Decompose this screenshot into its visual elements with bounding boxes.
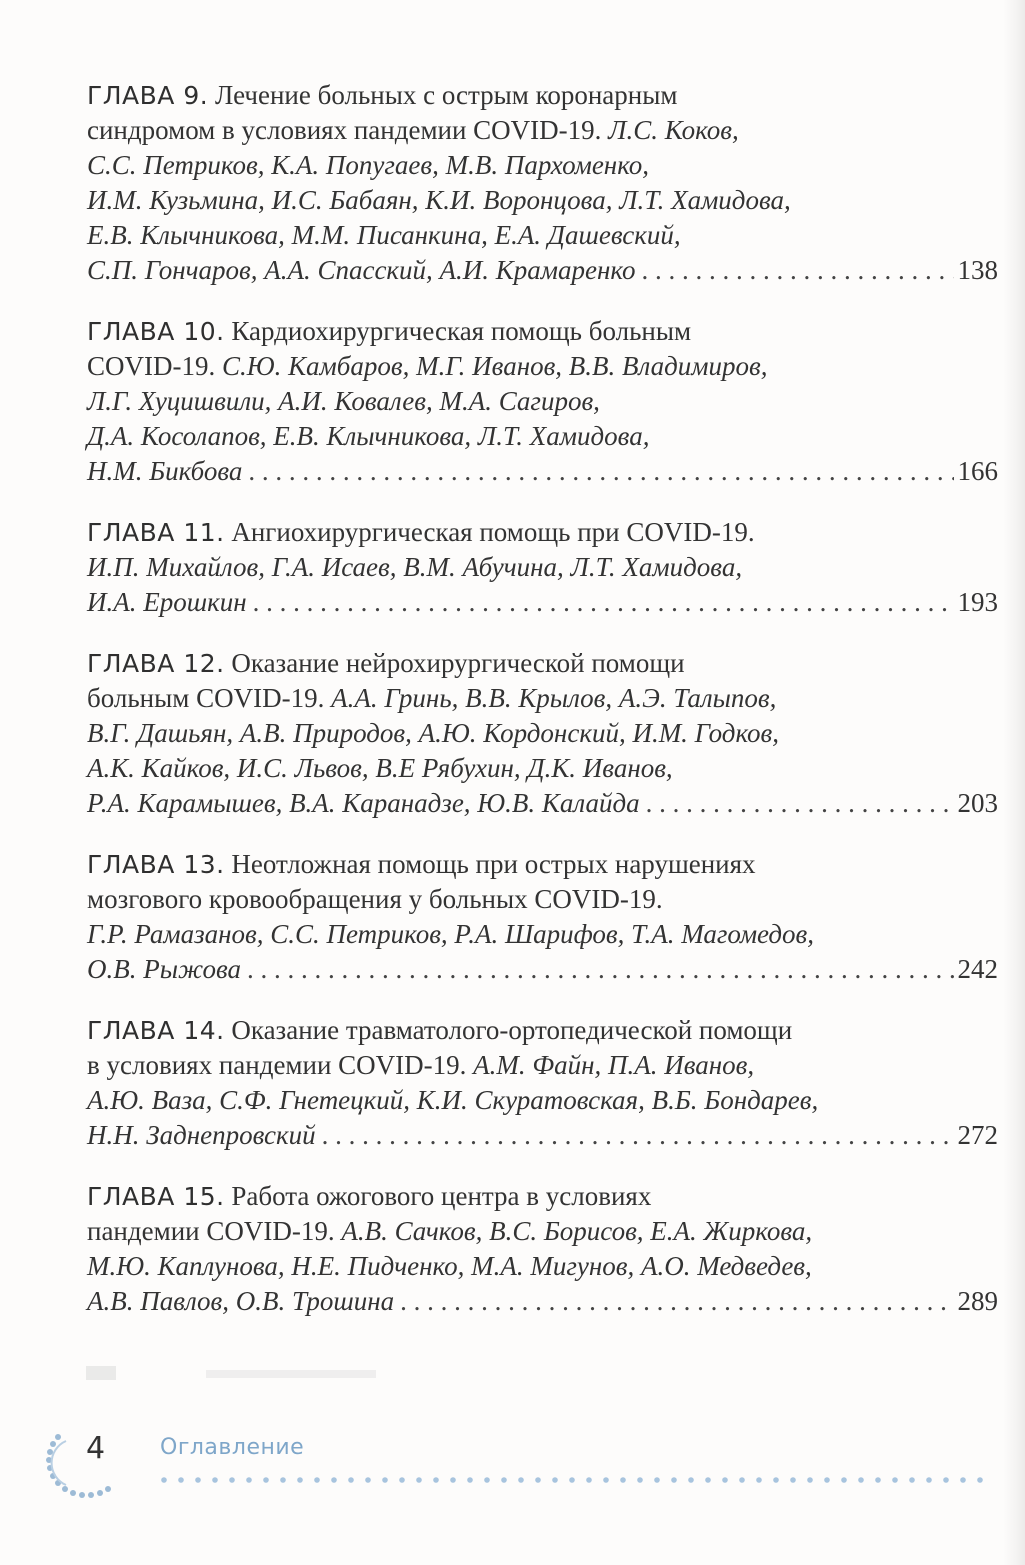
- chapter-label: ГЛАВА 13.: [87, 850, 225, 879]
- footer-dot: [535, 1477, 541, 1483]
- chapter-label: ГЛАВА 11.: [87, 518, 225, 547]
- chapter-authors: Е.В. Клычникова, М.М. Писанкина, Е.А. Дашевский,: [87, 220, 681, 250]
- chapter-authors: И.М. Кузьмина, И.С. Бабаян, К.И. Воронцова, Л.Т. Хамидова,: [87, 185, 791, 215]
- toc-entry-last-line: [87, 253, 998, 288]
- footer-dot: [501, 1477, 507, 1483]
- footer-dot: [161, 1477, 167, 1483]
- chapter-title: Ангиохирургическая помощь при COVID-19.: [231, 517, 755, 547]
- footer-dot: [858, 1477, 864, 1483]
- chapter-authors: И.П. Михайлов, Г.А. Исаев, В.М. Абучина, Л.Т. Хамидова,: [87, 552, 743, 582]
- toc-entry: [78, 1179, 998, 1319]
- chapter-authors: А.В. Сачков, В.С. Борисов, Е.А. Жиркова,: [341, 1216, 813, 1246]
- toc-entry-line: [87, 882, 998, 917]
- chapter-authors: Р.А. Карамышев, В.А. Каранадзе, Ю.В. Калайда: [87, 788, 640, 818]
- footer-dot: [960, 1477, 966, 1483]
- footer-dot: [433, 1477, 439, 1483]
- toc-entry-line: [87, 681, 998, 716]
- chapter-authors: А.Ю. Ваза, С.Ф. Гнетецкий, К.И. Скуратовская, В.Б. Бондарев,: [87, 1085, 819, 1115]
- toc-entry-heading-line: [87, 515, 998, 550]
- toc-page-number: 193: [957, 587, 998, 617]
- chapter-authors: И.А. Ерошкин: [87, 587, 247, 617]
- chapter-title: Кардиохирургическая помощь больным: [231, 316, 692, 346]
- toc-entry-line: [87, 1048, 998, 1083]
- footer-dot: [739, 1477, 745, 1483]
- toc-entry-last-line: [87, 454, 998, 489]
- toc-entry-heading-line: [87, 1013, 998, 1048]
- chapter-authors: М.Ю. Каплунова, Н.Е. Пидченко, М.А. Мигунов, А.О. Медведев,: [87, 1251, 812, 1281]
- chapter-authors: Н.Н. Заднепровский: [87, 1120, 316, 1150]
- footer-dot: [467, 1477, 473, 1483]
- footer-dot: [263, 1477, 269, 1483]
- toc-entry: [78, 646, 998, 821]
- chapter-title: в условиях пандемии COVID-19.: [87, 1050, 467, 1080]
- toc-entry-heading-line: [87, 314, 998, 349]
- toc-entry-last-line: [87, 1118, 998, 1153]
- toc-entry-line: [87, 550, 998, 585]
- chapter-authors: А.К. Кайков, И.С. Львов, В.Е Рябухин, Д.К. Иванов,: [87, 753, 673, 783]
- toc-entry-line: [87, 349, 998, 384]
- dot-leader: [322, 1118, 954, 1153]
- chapter-authors: Д.А. Косолапов, Е.В. Клычникова, Л.Т. Хамидова,: [87, 421, 650, 451]
- faint-bleedthrough-mark: [86, 1362, 386, 1384]
- toc-entry-heading-line: [87, 847, 998, 882]
- toc-entry-heading-line: [87, 1179, 998, 1214]
- dot-leader: [253, 585, 954, 620]
- footer-dot: [586, 1477, 592, 1483]
- toc-entry-line: [87, 716, 998, 751]
- footer-dot: [892, 1477, 898, 1483]
- footer-dot: [416, 1477, 422, 1483]
- chapter-label: ГЛАВА 12.: [87, 649, 225, 678]
- footer-dot: [671, 1477, 677, 1483]
- footer-dot: [841, 1477, 847, 1483]
- chapter-title: Оказание нейрохирургической помощи: [231, 648, 685, 678]
- footer-dot: [365, 1477, 371, 1483]
- dot-leader: [400, 1284, 953, 1319]
- footer-dot: [297, 1477, 303, 1483]
- chapter-label: ГЛАВА 9.: [87, 81, 209, 110]
- footer-dot: [382, 1477, 388, 1483]
- footer-dot: [450, 1477, 456, 1483]
- page-footer: [40, 1425, 1000, 1505]
- chapter-authors: А.М. Файн, П.А. Иванов,: [473, 1050, 755, 1080]
- toc-entry-last-line: [87, 786, 998, 821]
- dot-leader: [248, 454, 953, 489]
- footer-dot: [314, 1477, 320, 1483]
- chapter-authors: Л.С. Коков,: [608, 115, 739, 145]
- chapter-authors: Н.М. Бикбова: [87, 456, 243, 486]
- footer-dot: [484, 1477, 490, 1483]
- dot-leader: [641, 253, 953, 288]
- footer-dot: [926, 1477, 932, 1483]
- toc-entry-last-line: [87, 1284, 998, 1319]
- footer-dot: [518, 1477, 524, 1483]
- toc-entry-line: [87, 1214, 998, 1249]
- toc-entry-heading-line: [87, 78, 998, 113]
- footer-dot: [688, 1477, 694, 1483]
- footer-dot: [943, 1477, 949, 1483]
- chapter-authors: А.В. Павлов, О.В. Трошина: [87, 1286, 395, 1316]
- footer-dot: [229, 1477, 235, 1483]
- chapter-authors: А.А. Гринь, В.В. Крылов, А.Э. Талыпов,: [331, 683, 777, 713]
- toc-page-number: 272: [957, 1120, 998, 1150]
- chapter-title: Оказание травматолого-ортопедической помощи: [231, 1015, 793, 1045]
- footer-dot: [637, 1477, 643, 1483]
- toc-entry-line: [87, 384, 998, 419]
- footer-dot: [875, 1477, 881, 1483]
- chapter-authors: В.Г. Дашьян, А.В. Природов, А.Ю. Кордонский, И.М. Годков,: [87, 718, 780, 748]
- chapter-label: ГЛАВА 10.: [87, 317, 225, 346]
- chapter-title: синдромом в условиях пандемии COVID-19.: [87, 115, 602, 145]
- toc-entry-heading-line: [87, 646, 998, 681]
- footer-dot: [348, 1477, 354, 1483]
- chapter-title: Неотложная помощь при острых нарушениях: [231, 849, 756, 879]
- toc-entry-line: [87, 113, 998, 148]
- footer-dot: [773, 1477, 779, 1483]
- toc-entry-line: [87, 148, 998, 183]
- toc-entry-line: [87, 751, 998, 786]
- footer-dot: [654, 1477, 660, 1483]
- chapter-authors: О.В. Рыжова: [87, 954, 241, 984]
- footer-dot: [909, 1477, 915, 1483]
- chapter-title: пандемии COVID-19.: [87, 1216, 335, 1246]
- chapter-authors: С.П. Гончаров, А.А. Спасский, А.И. Крамаренко: [87, 255, 636, 285]
- chapter-title: Работа ожогового центра в условиях: [231, 1181, 652, 1211]
- dot-leader: [247, 952, 954, 987]
- chapter-label: ГЛАВА 15.: [87, 1182, 225, 1211]
- toc-entry: [78, 314, 998, 489]
- footer-dot: [178, 1477, 184, 1483]
- page-number: 4: [86, 1431, 106, 1466]
- footer-dot: [722, 1477, 728, 1483]
- toc-page-number: 289: [957, 1286, 998, 1316]
- footer-dot: [195, 1477, 201, 1483]
- toc-entry-line: [87, 1083, 998, 1118]
- toc-page-number: 203: [957, 788, 998, 818]
- footer-dot: [331, 1477, 337, 1483]
- toc-entry-line: [87, 419, 998, 454]
- page-fold-shadow: [1003, 0, 1025, 1565]
- footer-dot: [569, 1477, 575, 1483]
- toc-entry: [78, 847, 998, 987]
- footer-dot: [552, 1477, 558, 1483]
- footer-dot: [790, 1477, 796, 1483]
- footer-dot: [246, 1477, 252, 1483]
- toc-page-number: 166: [957, 456, 998, 486]
- toc-entry-line: [87, 183, 998, 218]
- toc-entry-last-line: [87, 952, 998, 987]
- footer-dot: [603, 1477, 609, 1483]
- chapter-title: больным COVID-19.: [87, 683, 325, 713]
- footer-dot: [399, 1477, 405, 1483]
- dot-leader: [646, 786, 954, 821]
- footer-dot: [620, 1477, 626, 1483]
- chapter-label: ГЛАВА 14.: [87, 1016, 225, 1045]
- footer-dot: [705, 1477, 711, 1483]
- toc-entry: [78, 78, 998, 288]
- chapter-title: COVID-19.: [87, 351, 216, 381]
- toc-page-number: 138: [957, 255, 998, 285]
- running-footer-title: Оглавление: [160, 1435, 305, 1460]
- chapter-authors: С.Ю. Камбаров, М.Г. Иванов, В.В. Владимиров,: [222, 351, 768, 381]
- toc-entry-last-line: [87, 585, 998, 620]
- footer-dot: [756, 1477, 762, 1483]
- footer-dot: [807, 1477, 813, 1483]
- toc-entry: [78, 1013, 998, 1153]
- toc-entry-line: [87, 1249, 998, 1284]
- toc-entry: [78, 515, 998, 620]
- footer-dot: [824, 1477, 830, 1483]
- chapter-authors: С.С. Петриков, К.А. Попугаев, М.В. Пархоменко,: [87, 150, 650, 180]
- chapter-authors: Г.Р. Рамазанов, С.С. Петриков, Р.А. Шарифов, Т.А. Магомедов,: [87, 919, 814, 949]
- chapter-title: мозгового кровообращения у больных COVID-19.: [87, 884, 663, 914]
- toc-page-number: 242: [957, 954, 998, 984]
- chapter-authors: Л.Г. Хуцишвили, А.И. Ковалев, М.А. Сагиров,: [87, 386, 600, 416]
- chapter-title: Лечение больных с острым коронарным: [214, 80, 678, 110]
- toc-entry-line: [87, 917, 998, 952]
- table-of-contents: [78, 78, 998, 1345]
- footer-dotted-rule: [160, 1475, 1000, 1485]
- footer-dot: [280, 1477, 286, 1483]
- footer-dot: [212, 1477, 218, 1483]
- toc-entry-line: [87, 218, 998, 253]
- footer-dot: [977, 1477, 983, 1483]
